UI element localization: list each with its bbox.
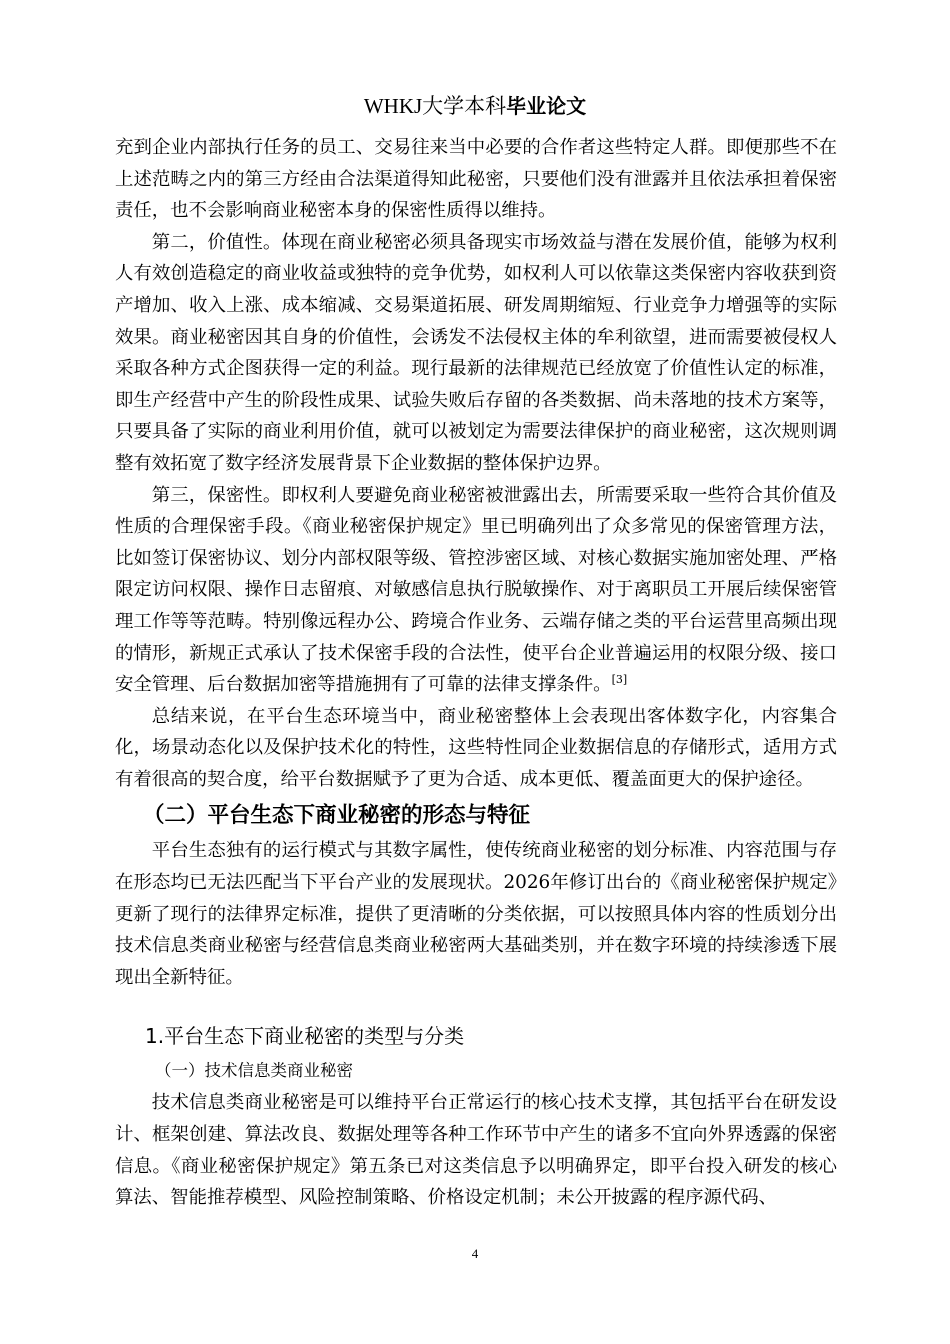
document-body [115,132,837,1214]
paragraph-value: 第二，价值性。体现在商业秘密必须具备现实市场效益与潜在发展价值，能够为权利人有效创造稳定的商业收益或独特的竞争优势，如权利人可以依靠这类保密内容收获到资产增加、收入上涨、成本缩减、交易渠道拓展、研发周期缩短、行业竞争力增强等的实际效果。商业秘密因其自身的价值性，会诱发不法侵权主体的牟利欲望，进而需要被侵权人采取各种方式企图获得一定的利益。现行最新的法律规范已经放宽了价值性认定的标准，即生产经营中产生的阶段性成果、试验失败后存留的各类数据、尚未落地的技术方案等，只要具备了实际的商业利用价值，就可以被划定为需要法律保护的商业秘密，这次规则调整有效拓宽了数字经济发展背景下企业数据的整体保护边界。 [115,231,837,474]
paragraph-technical-info: 技术信息类商业秘密是可以维持平台正常运行的核心技术支撑，其包括平台在研发设计、框架创建、算法改良、数据处理等各种工作环节中产生的诸多不宜向外界透露的保密信息。《商业秘密保护规定》第五条已对这类信息予以明确界定，即平台投入研发的核心算法、智能推荐模型、风险控制策略、价格设定机制；未公开披露的程序源代码、 [115,1092,837,1209]
page-number: 4 [471,1246,479,1261]
paragraph-confidentiality-text: 第三，保密性。即权利人要避免商业秘密被泄露出去，所需要采取一些符合其价值及性质的合理保密手段。《商业秘密保护规定》里已明确列出了众多常见的保密管理方法，比如签订保密协议、划分内部权限等级、管控涉密区域、对核心数据实施加密处理、严格限定访问权限、操作日志留痕、对敏感信息执行脱敏操作、对于离职员工开展后续保密管理工作等等范畴。特别像远程办公、跨境合作业务、云端存储之类的平台运营里高频出现的情形，新规正式承认了技术保密手段的合法性，使平台企业普遍运用的权限分级、接口安全管理、后台数据加密等措施拥有了可靠的法律支撑条件。 [115,484,837,696]
section-heading: （二）平台生态下商业秘密的形态与特征 [143,803,531,829]
paragraph-summary: 总结来说，在平台生态环境当中，商业秘密整体上会表现出客体数字化，内容集合化，场景动态化以及保护技术化的特性，这些特性同企业数据信息的存储形式，适用方式有着很高的契合度，给平台数据赋予了更为合适、成本更低、覆盖面更大的保护途径。 [115,705,837,790]
header-title-regular: WHKJ大学本科 [363,94,507,118]
subsection-heading: 1.平台生态下商业秘密的类型与分类 [145,1024,465,1049]
page-header [0,92,950,120]
paragraph-section-intro: 平台生态独有的运行模式与其数字属性，使传统商业秘密的划分标准、内容范围与存在形态均已无法匹配当下平台产业的发展现状。2026年修订出台的《商业秘密保护规定》更新了现行的法律界定标准，提供了更清晰的分类依据，可以按照具体内容的性质划分出技术信息类商业秘密与经营信息类商业秘密两大基础类别，并在数字环境的持续渗透下展现出全新特征。 [115,840,837,988]
header-title-bold: 毕业论文 [506,94,587,118]
paragraph-continuation: 充到企业内部执行任务的员工、交易往来当中必要的合作者这些特定人群。即便那些不在上述范畴之内的第三方经由合法渠道得知此秘密，只要他们没有泄露并且依法承担着保密责任，也不会影响商业秘密本身的保密性质得以维持。 [115,137,837,222]
sub-subsection-heading: （一）技术信息类商业秘密 [155,1061,353,1081]
paragraph-confidentiality [115,480,837,701]
citation-marker: [3] [611,672,628,686]
